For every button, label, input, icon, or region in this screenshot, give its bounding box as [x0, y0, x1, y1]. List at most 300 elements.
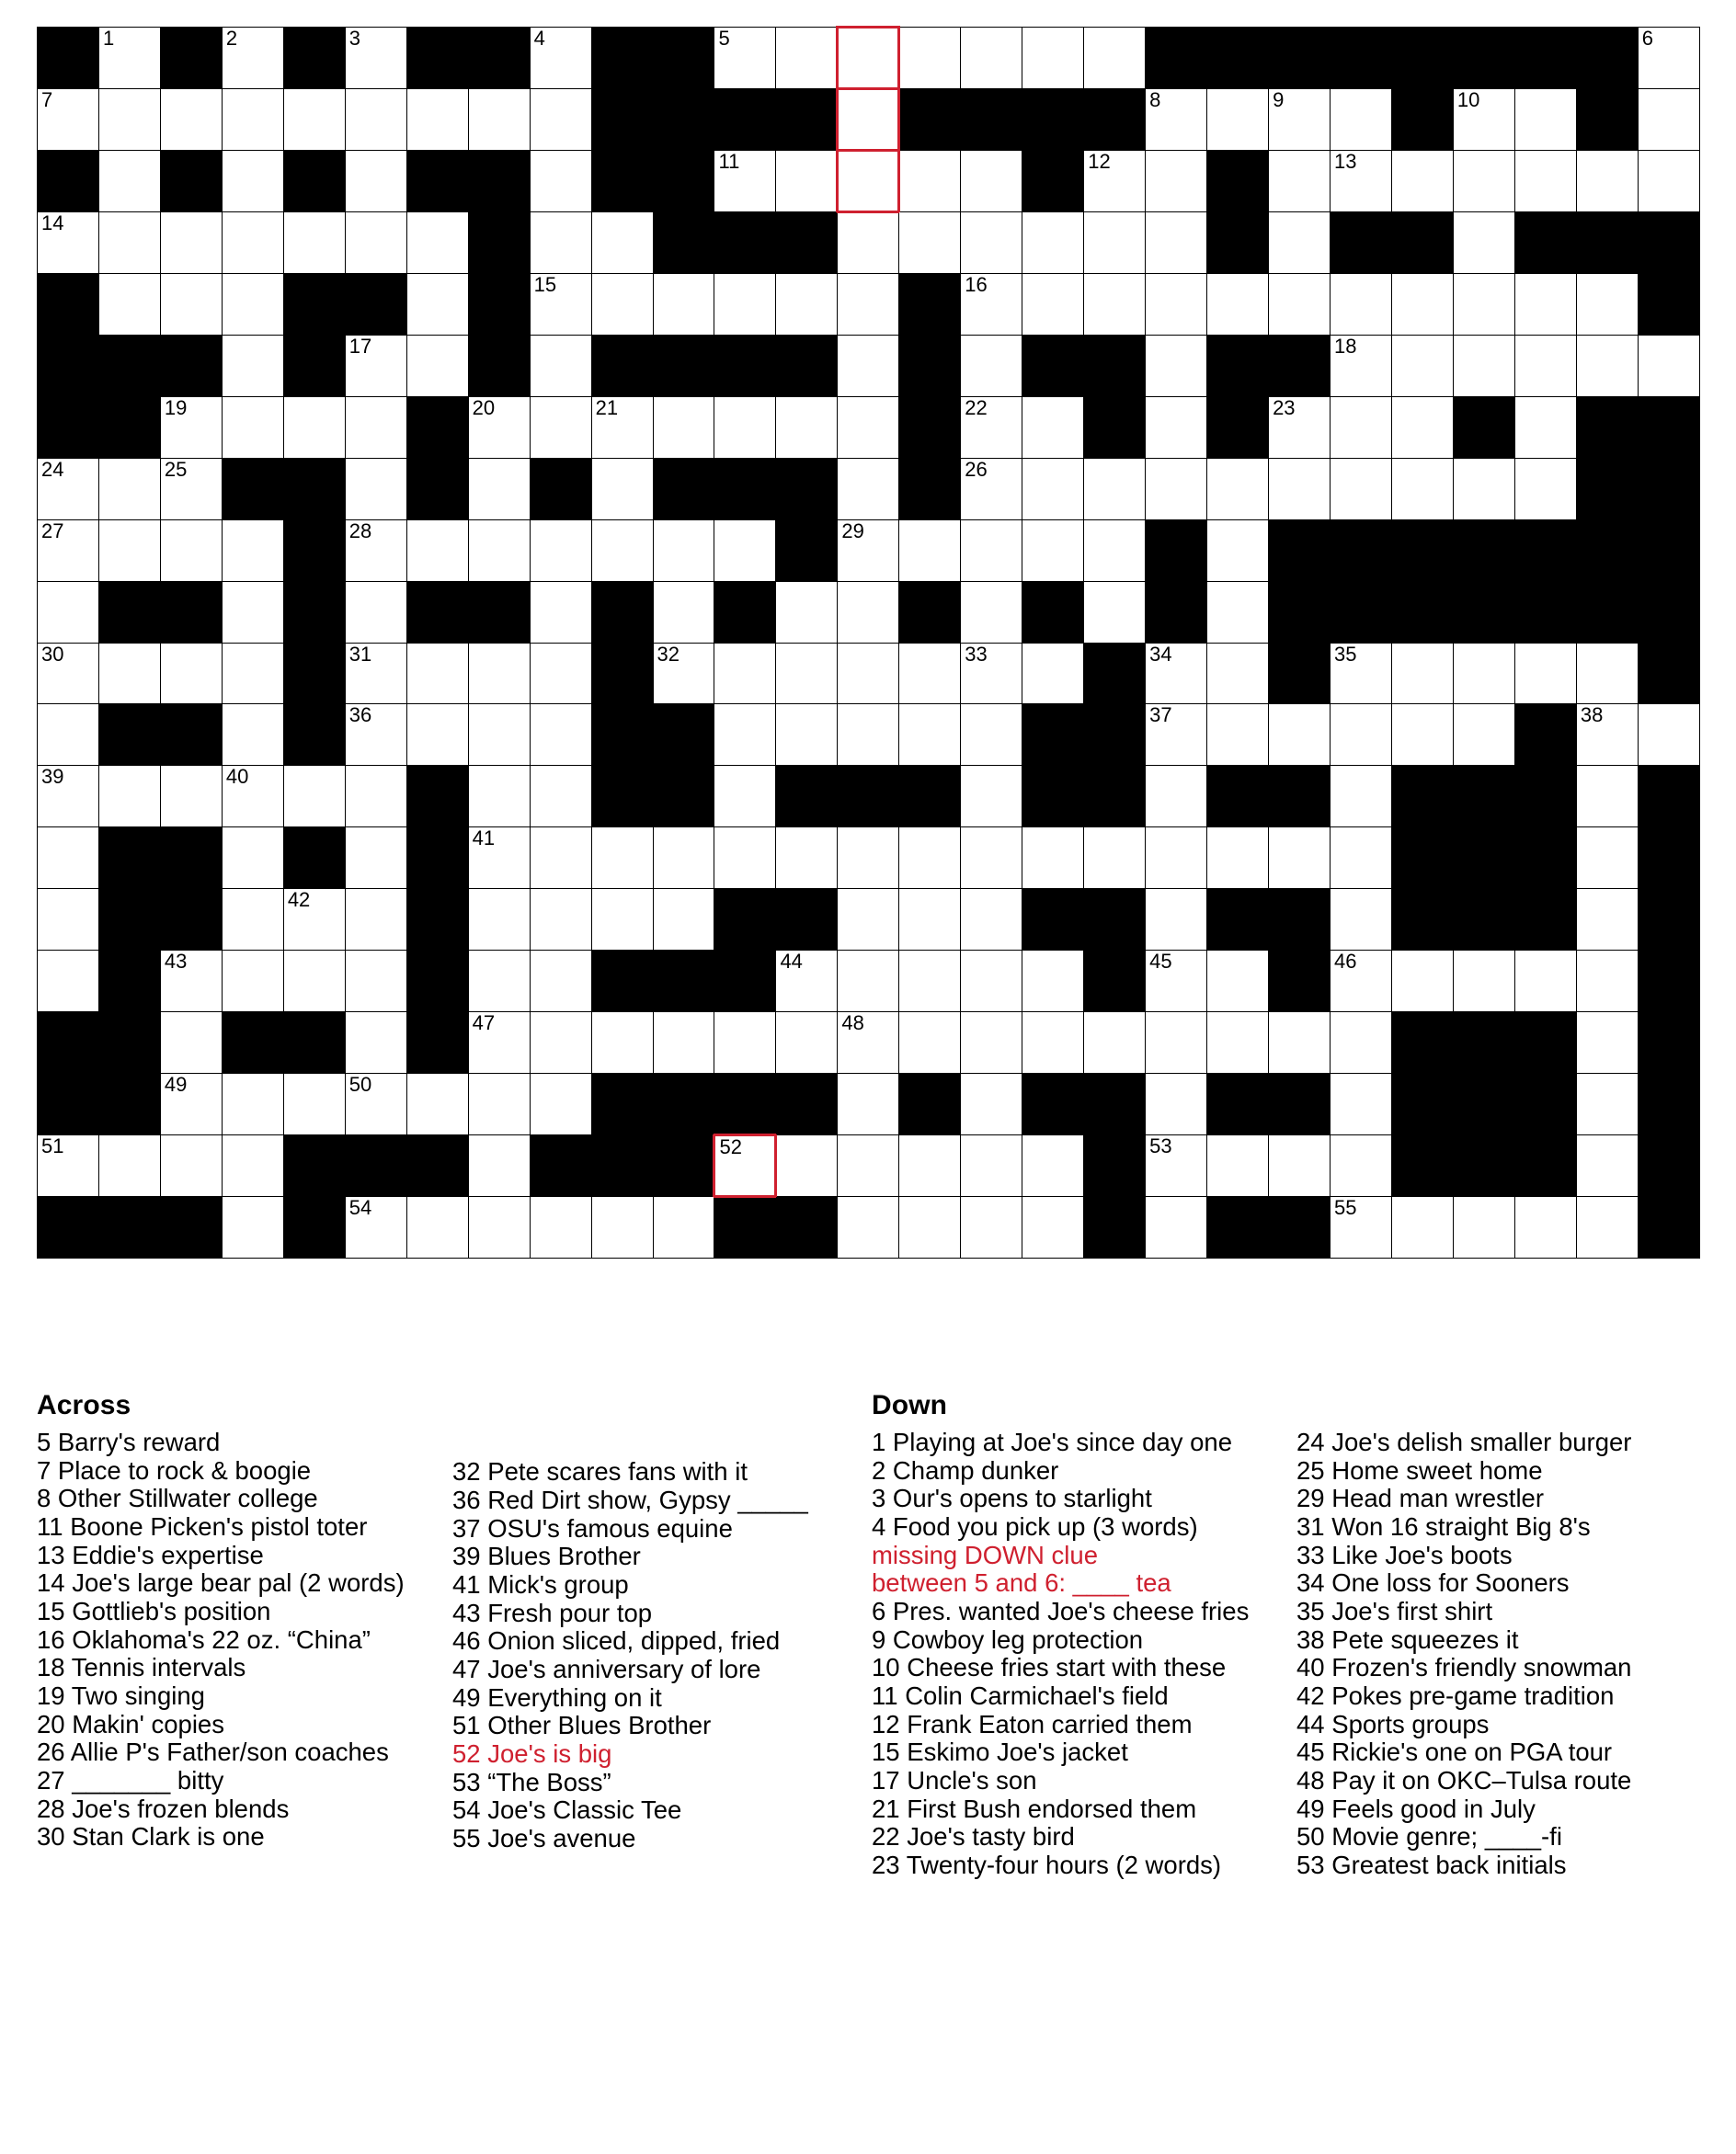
grid-cell[interactable]	[468, 704, 530, 766]
grid-cell[interactable]	[899, 704, 961, 766]
grid-cell[interactable]	[838, 827, 899, 889]
grid-cell[interactable]	[1514, 1197, 1576, 1259]
grid-cell[interactable]	[776, 827, 838, 889]
grid-cell[interactable]	[1453, 211, 1514, 273]
grid-cell[interactable]	[776, 396, 838, 458]
grid-cell[interactable]	[1331, 88, 1392, 150]
grid-cell[interactable]	[776, 704, 838, 766]
grid-cell[interactable]	[714, 28, 776, 89]
grid-cell[interactable]	[1146, 889, 1207, 951]
grid-cell[interactable]	[1269, 88, 1331, 150]
grid-cell[interactable]	[838, 396, 899, 458]
grid-cell[interactable]	[222, 211, 283, 273]
grid-cell[interactable]	[899, 1012, 961, 1074]
grid-cell[interactable]	[1453, 704, 1514, 766]
grid-cell[interactable]	[899, 951, 961, 1012]
grid-cell[interactable]	[1022, 396, 1084, 458]
grid-cell[interactable]	[345, 889, 406, 951]
grid-cell[interactable]	[283, 211, 345, 273]
grid-cell[interactable]	[1269, 211, 1331, 273]
grid-cell[interactable]	[838, 889, 899, 951]
grid-cell[interactable]	[1331, 889, 1392, 951]
grid-cell[interactable]	[1514, 396, 1576, 458]
grid-cell[interactable]	[961, 581, 1022, 643]
grid-cell[interactable]	[1331, 704, 1392, 766]
grid-cell[interactable]	[1391, 396, 1453, 458]
grid-cell[interactable]	[1146, 1012, 1207, 1074]
grid-cell[interactable]	[345, 704, 406, 766]
grid-cell[interactable]	[899, 211, 961, 273]
grid-cell[interactable]	[1576, 1074, 1638, 1135]
grid-cell[interactable]	[530, 211, 591, 273]
grid-cell[interactable]	[530, 335, 591, 396]
grid-cell[interactable]	[98, 28, 160, 89]
grid-cell[interactable]	[222, 28, 283, 89]
grid-cell[interactable]	[160, 458, 222, 519]
grid-cell[interactable]	[1084, 458, 1146, 519]
grid-cell[interactable]	[961, 889, 1022, 951]
grid-cell[interactable]	[468, 519, 530, 581]
grid-cell[interactable]	[1331, 1074, 1392, 1135]
grid-cell[interactable]	[222, 581, 283, 643]
grid-cell[interactable]	[406, 519, 468, 581]
grid-cell[interactable]	[1576, 951, 1638, 1012]
grid-cell[interactable]	[345, 335, 406, 396]
grid-cell[interactable]	[899, 1197, 961, 1259]
grid-cell[interactable]	[38, 827, 99, 889]
grid-cell[interactable]	[1022, 643, 1084, 704]
grid-cell[interactable]	[160, 211, 222, 273]
grid-cell[interactable]	[591, 1012, 653, 1074]
grid-cell[interactable]	[1146, 1074, 1207, 1135]
grid-cell[interactable]	[1146, 211, 1207, 273]
grid-cell[interactable]	[591, 211, 653, 273]
grid-cell[interactable]	[98, 1135, 160, 1197]
grid-cell[interactable]	[714, 704, 776, 766]
grid-cell[interactable]	[1022, 1197, 1084, 1259]
grid-cell[interactable]	[1576, 1012, 1638, 1074]
grid-cell[interactable]	[1331, 951, 1392, 1012]
grid-cell[interactable]	[1576, 766, 1638, 827]
grid-cell[interactable]	[98, 643, 160, 704]
grid-cell[interactable]	[345, 766, 406, 827]
grid-cell[interactable]	[653, 396, 714, 458]
grid-cell[interactable]	[776, 1012, 838, 1074]
grid-cell[interactable]	[98, 150, 160, 211]
grid-cell[interactable]	[345, 827, 406, 889]
grid-cell[interactable]	[591, 889, 653, 951]
grid-cell[interactable]	[1514, 458, 1576, 519]
grid-cell[interactable]	[530, 273, 591, 335]
grid-cell[interactable]	[838, 458, 899, 519]
grid-cell[interactable]	[1084, 1012, 1146, 1074]
grid-cell[interactable]	[530, 88, 591, 150]
grid-cell[interactable]	[714, 827, 776, 889]
grid-cell[interactable]	[222, 704, 283, 766]
grid-cell[interactable]	[222, 1074, 283, 1135]
grid-cell[interactable]	[1207, 643, 1269, 704]
grid-cell[interactable]	[222, 827, 283, 889]
grid-cell[interactable]	[961, 1135, 1022, 1197]
grid-cell[interactable]	[530, 519, 591, 581]
grid-cell[interactable]	[38, 643, 99, 704]
grid-cell[interactable]	[838, 1197, 899, 1259]
grid-cell[interactable]	[714, 1012, 776, 1074]
grid-cell[interactable]	[899, 643, 961, 704]
grid-cell[interactable]	[468, 766, 530, 827]
grid-cell[interactable]	[1146, 766, 1207, 827]
grid-cell[interactable]	[468, 88, 530, 150]
grid-cell[interactable]	[1331, 335, 1392, 396]
grid-cell[interactable]	[1453, 951, 1514, 1012]
grid-cell[interactable]	[1638, 28, 1699, 89]
grid-cell[interactable]	[530, 28, 591, 89]
grid-cell[interactable]	[1331, 766, 1392, 827]
grid-cell[interactable]	[591, 396, 653, 458]
grid-cell[interactable]	[1638, 88, 1699, 150]
grid-cell[interactable]	[1022, 1012, 1084, 1074]
grid-cell[interactable]	[1207, 951, 1269, 1012]
grid-cell[interactable]	[1022, 519, 1084, 581]
grid-cell[interactable]	[222, 88, 283, 150]
grid-cell[interactable]	[468, 643, 530, 704]
grid-cell[interactable]	[468, 1012, 530, 1074]
grid-cell[interactable]	[1453, 458, 1514, 519]
grid-cell[interactable]	[160, 951, 222, 1012]
grid-cell[interactable]	[653, 519, 714, 581]
grid-cell[interactable]	[714, 519, 776, 581]
grid-cell[interactable]	[1514, 335, 1576, 396]
grid-cell[interactable]	[1453, 88, 1514, 150]
grid-cell[interactable]	[1391, 643, 1453, 704]
grid-cell[interactable]	[1638, 335, 1699, 396]
grid-cell[interactable]	[1391, 273, 1453, 335]
grid-cell[interactable]	[1022, 458, 1084, 519]
grid-cell[interactable]	[222, 951, 283, 1012]
grid-cell[interactable]	[1331, 1135, 1392, 1197]
grid-cell[interactable]	[530, 827, 591, 889]
grid-cell[interactable]	[222, 1135, 283, 1197]
grid-cell[interactable]	[38, 704, 99, 766]
grid-cell[interactable]	[468, 889, 530, 951]
grid-cell[interactable]	[1146, 704, 1207, 766]
grid-cell[interactable]	[838, 1135, 899, 1197]
grid-cell[interactable]	[1576, 150, 1638, 211]
grid-cell[interactable]	[1576, 827, 1638, 889]
grid-cell[interactable]	[1084, 827, 1146, 889]
grid-cell[interactable]	[1331, 150, 1392, 211]
grid-cell[interactable]	[530, 396, 591, 458]
grid-cell[interactable]	[98, 273, 160, 335]
grid-cell[interactable]	[1331, 1012, 1392, 1074]
grid-cell[interactable]	[1391, 335, 1453, 396]
grid-cell[interactable]	[899, 150, 961, 211]
grid-cell[interactable]	[1146, 827, 1207, 889]
grid-cell[interactable]	[406, 1197, 468, 1259]
grid-cell[interactable]	[1022, 1135, 1084, 1197]
grid-cell[interactable]	[1576, 643, 1638, 704]
grid-cell[interactable]	[222, 150, 283, 211]
grid-cell[interactable]	[776, 150, 838, 211]
grid-cell[interactable]	[838, 951, 899, 1012]
grid-cell[interactable]	[653, 273, 714, 335]
grid-cell[interactable]	[1146, 335, 1207, 396]
grid-cell[interactable]	[1207, 458, 1269, 519]
grid-cell[interactable]	[1391, 150, 1453, 211]
grid-cell[interactable]	[468, 458, 530, 519]
grid-cell[interactable]	[222, 519, 283, 581]
grid-cell[interactable]	[38, 766, 99, 827]
grid-cell[interactable]	[1576, 704, 1638, 766]
grid-cell[interactable]	[1022, 28, 1084, 89]
grid-cell[interactable]	[591, 519, 653, 581]
grid-cell[interactable]	[468, 396, 530, 458]
grid-cell[interactable]	[776, 951, 838, 1012]
grid-cell[interactable]	[406, 335, 468, 396]
grid-cell[interactable]	[591, 827, 653, 889]
grid-cell[interactable]	[1269, 1135, 1331, 1197]
grid-cell[interactable]	[714, 150, 776, 211]
grid-cell[interactable]	[961, 1197, 1022, 1259]
grid-cell[interactable]	[653, 889, 714, 951]
grid-cell[interactable]	[345, 1074, 406, 1135]
grid-cell[interactable]	[406, 643, 468, 704]
grid-cell[interactable]	[776, 28, 838, 89]
grid-cell[interactable]	[345, 88, 406, 150]
grid-cell[interactable]	[1453, 643, 1514, 704]
grid-cell[interactable]	[468, 1135, 530, 1197]
grid-cell[interactable]	[899, 519, 961, 581]
grid-cell[interactable]	[283, 88, 345, 150]
grid-cell[interactable]	[899, 889, 961, 951]
grid-cell[interactable]	[1453, 273, 1514, 335]
grid-cell[interactable]	[961, 951, 1022, 1012]
grid-cell[interactable]	[345, 150, 406, 211]
grid-cell[interactable]	[160, 1012, 222, 1074]
grid-cell[interactable]	[345, 1197, 406, 1259]
grid-cell[interactable]	[1146, 643, 1207, 704]
grid-cell[interactable]	[1269, 273, 1331, 335]
grid-cell[interactable]	[776, 643, 838, 704]
grid-cell[interactable]	[345, 581, 406, 643]
grid-cell[interactable]	[1331, 273, 1392, 335]
grid-cell[interactable]	[1331, 458, 1392, 519]
grid-cell[interactable]	[345, 643, 406, 704]
grid-cell[interactable]	[899, 28, 961, 89]
grid-cell[interactable]	[1576, 889, 1638, 951]
grid-cell[interactable]	[345, 396, 406, 458]
grid-cell[interactable]	[468, 1074, 530, 1135]
grid-cell[interactable]	[961, 396, 1022, 458]
grid-cell[interactable]	[283, 889, 345, 951]
grid-cell[interactable]	[1638, 704, 1699, 766]
grid-cell[interactable]	[1391, 458, 1453, 519]
grid-cell[interactable]	[1084, 581, 1146, 643]
grid-cell[interactable]	[530, 581, 591, 643]
grid-cell[interactable]	[406, 88, 468, 150]
grid-cell[interactable]	[1146, 458, 1207, 519]
grid-cell[interactable]	[776, 1135, 838, 1197]
grid-cell[interactable]	[1331, 643, 1392, 704]
grid-cell[interactable]	[1207, 581, 1269, 643]
grid-cell[interactable]	[1514, 150, 1576, 211]
grid-cell[interactable]	[222, 643, 283, 704]
grid-cell[interactable]	[961, 827, 1022, 889]
grid-cell[interactable]	[1146, 150, 1207, 211]
grid-cell[interactable]	[1391, 1197, 1453, 1259]
grid-cell[interactable]	[160, 88, 222, 150]
grid-cell[interactable]	[961, 273, 1022, 335]
grid-cell[interactable]	[1514, 88, 1576, 150]
grid-cell[interactable]	[1331, 396, 1392, 458]
grid-cell[interactable]	[222, 1197, 283, 1259]
grid-cell[interactable]	[530, 1197, 591, 1259]
grid-cell[interactable]	[406, 273, 468, 335]
grid-cell[interactable]	[530, 704, 591, 766]
grid-cell[interactable]	[1514, 951, 1576, 1012]
grid-cell[interactable]	[468, 1197, 530, 1259]
grid-cell[interactable]	[961, 211, 1022, 273]
grid-cell[interactable]	[160, 643, 222, 704]
grid-cell[interactable]	[653, 581, 714, 643]
grid-cell[interactable]	[345, 458, 406, 519]
grid-cell[interactable]	[1453, 335, 1514, 396]
grid-cell[interactable]	[160, 766, 222, 827]
grid-cell[interactable]	[1269, 458, 1331, 519]
grid-cell[interactable]	[222, 889, 283, 951]
grid-cell[interactable]	[1391, 951, 1453, 1012]
grid-cell[interactable]	[160, 396, 222, 458]
grid-cell[interactable]	[653, 643, 714, 704]
grid-cell[interactable]	[38, 458, 99, 519]
grid-cell[interactable]	[38, 88, 99, 150]
grid-cell[interactable]	[1022, 273, 1084, 335]
grid-cell[interactable]	[98, 211, 160, 273]
grid-cell[interactable]	[961, 28, 1022, 89]
grid-cell[interactable]	[345, 951, 406, 1012]
grid-cell[interactable]	[961, 643, 1022, 704]
grid-cell[interactable]	[1084, 28, 1146, 89]
grid-cell[interactable]	[961, 335, 1022, 396]
grid-cell[interactable]	[591, 458, 653, 519]
grid-cell[interactable]	[1576, 335, 1638, 396]
grid-cell[interactable]	[838, 1012, 899, 1074]
grid-cell[interactable]	[38, 1135, 99, 1197]
grid-cell[interactable]	[961, 519, 1022, 581]
grid-cell[interactable]	[838, 581, 899, 643]
grid-cell[interactable]	[468, 827, 530, 889]
grid-cell[interactable]	[1146, 1135, 1207, 1197]
grid-cell[interactable]	[1269, 396, 1331, 458]
grid-cell[interactable]	[1022, 827, 1084, 889]
grid-cell[interactable]	[222, 396, 283, 458]
grid-cell[interactable]	[160, 1135, 222, 1197]
grid-cell[interactable]	[1453, 1197, 1514, 1259]
grid-cell[interactable]	[1331, 827, 1392, 889]
grid-cell[interactable]	[283, 951, 345, 1012]
grid-cell[interactable]	[1084, 150, 1146, 211]
grid-cell[interactable]	[160, 519, 222, 581]
grid-cell[interactable]	[98, 519, 160, 581]
grid-cell[interactable]	[1331, 1197, 1392, 1259]
grid-cell[interactable]	[591, 273, 653, 335]
grid-cell[interactable]	[1022, 951, 1084, 1012]
grid-cell[interactable]	[1576, 1197, 1638, 1259]
grid-cell[interactable]	[283, 1074, 345, 1135]
grid-cell[interactable]	[406, 704, 468, 766]
grid-cell-highlighted[interactable]	[838, 28, 899, 89]
grid-cell[interactable]	[1207, 519, 1269, 581]
grid-cell[interactable]	[1514, 643, 1576, 704]
grid-cell[interactable]	[838, 643, 899, 704]
grid-cell[interactable]	[530, 766, 591, 827]
grid-cell[interactable]	[160, 273, 222, 335]
grid-cell[interactable]	[1146, 1197, 1207, 1259]
grid-cell[interactable]	[1084, 211, 1146, 273]
grid-cell[interactable]	[1207, 827, 1269, 889]
grid-cell[interactable]	[838, 704, 899, 766]
grid-cell[interactable]	[776, 273, 838, 335]
grid-cell[interactable]	[776, 581, 838, 643]
grid-cell[interactable]	[1576, 273, 1638, 335]
grid-cell[interactable]	[530, 889, 591, 951]
grid-cell[interactable]	[961, 150, 1022, 211]
grid-cell-highlighted[interactable]	[714, 1135, 776, 1197]
grid-cell[interactable]	[530, 643, 591, 704]
grid-cell[interactable]	[1269, 150, 1331, 211]
grid-cell[interactable]	[1146, 88, 1207, 150]
grid-cell[interactable]	[961, 458, 1022, 519]
grid-cell[interactable]	[283, 396, 345, 458]
grid-cell[interactable]	[1207, 1135, 1269, 1197]
grid-cell[interactable]	[406, 211, 468, 273]
grid-cell[interactable]	[1207, 704, 1269, 766]
grid-cell[interactable]	[468, 951, 530, 1012]
grid-cell[interactable]	[530, 1012, 591, 1074]
grid-cell[interactable]	[530, 150, 591, 211]
grid-cell[interactable]	[38, 211, 99, 273]
grid-cell[interactable]	[406, 1074, 468, 1135]
grid-cell[interactable]	[160, 1074, 222, 1135]
grid-cell[interactable]	[1022, 211, 1084, 273]
grid-cell[interactable]	[222, 766, 283, 827]
grid-cell[interactable]	[38, 889, 99, 951]
grid-cell[interactable]	[653, 1012, 714, 1074]
grid-cell[interactable]	[530, 951, 591, 1012]
grid-cell[interactable]	[1207, 88, 1269, 150]
grid-cell[interactable]	[653, 827, 714, 889]
grid-cell[interactable]	[1207, 273, 1269, 335]
grid-cell-highlighted[interactable]	[838, 150, 899, 211]
grid-cell[interactable]	[1514, 273, 1576, 335]
grid-cell[interactable]	[714, 766, 776, 827]
grid-cell[interactable]	[838, 335, 899, 396]
grid-cell[interactable]	[961, 1074, 1022, 1135]
grid-cell[interactable]	[1638, 150, 1699, 211]
grid-cell[interactable]	[1146, 396, 1207, 458]
grid-cell[interactable]	[653, 1197, 714, 1259]
grid-cell[interactable]	[98, 458, 160, 519]
grid-cell[interactable]	[1269, 827, 1331, 889]
grid-cell[interactable]	[1146, 273, 1207, 335]
grid-cell[interactable]	[961, 1012, 1022, 1074]
grid-cell[interactable]	[961, 766, 1022, 827]
grid-cell[interactable]	[714, 396, 776, 458]
grid-cell[interactable]	[345, 211, 406, 273]
grid-cell[interactable]	[838, 519, 899, 581]
grid-cell[interactable]	[1269, 704, 1331, 766]
grid-cell[interactable]	[1576, 1135, 1638, 1197]
